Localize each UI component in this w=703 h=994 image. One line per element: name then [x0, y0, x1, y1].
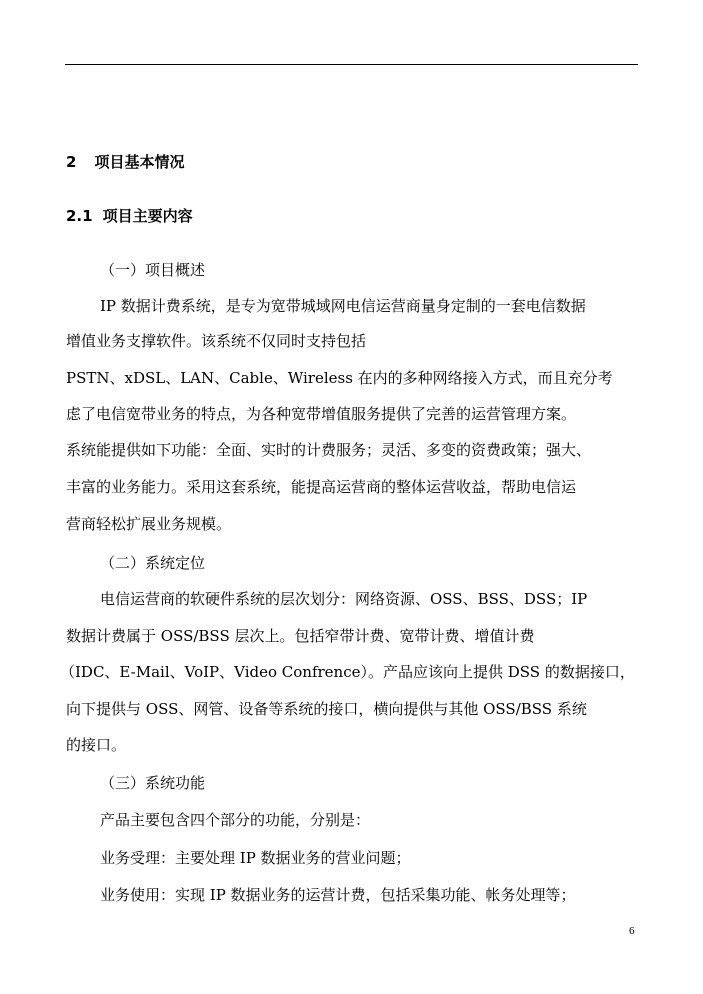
section-title: （三）系统功能: [100, 774, 206, 792]
heading-1-number: 2: [66, 153, 77, 171]
page-number: 6: [629, 925, 635, 937]
paragraph-line: 产品主要包含四个部分的功能，分别是：: [100, 811, 371, 829]
paragraph-line: 丰富的业务能力。采用这套系统，能提高运营商的整体运营收益，帮助电信运: [66, 478, 577, 496]
heading-2-title: 项目主要内容: [102, 207, 193, 225]
paragraph-line: 增值业务支撑软件。该系统不仅同时支持包括: [66, 332, 367, 350]
heading-2: [66, 206, 193, 226]
paragraph-line: 虑了电信宽带业务的特点，为各种宽带增值服务提供了完善的运营管理方案。: [66, 405, 577, 423]
paragraph-line: （IDC、E-Mail、VoIP、Video Confrence）。产品应该向上提供 DSS 的数据接口，: [60, 663, 635, 681]
paragraph-line: PSTN、xDSL、LAN、Cable、Wireless 在内的多种网络接入方式，而且充分考: [66, 369, 613, 387]
section-title: （二）系统定位: [100, 554, 206, 572]
paragraph-line: 电信运营商的软硬件系统的层次划分：网络资源、OSS、BSS、DSS；IP: [100, 590, 588, 608]
paragraph-line: 向下提供与 OSS、网管、设备等系统的接口，横向提供与其他 OSS/BSS 系统: [66, 700, 587, 718]
paragraph-line: 业务使用：实现 IP 数据业务的运营计费，包括采集功能、帐务处理等；: [100, 886, 576, 904]
paragraph-line: 的接口。: [66, 736, 127, 754]
heading-1-title: 项目基本情况: [94, 153, 185, 171]
heading-1: [66, 152, 184, 172]
heading-2-number: 2.1: [66, 207, 93, 225]
header-rule: [65, 64, 638, 65]
paragraph-line: IP 数据计费系统，是专为宽带城域网电信运营商量身定制的一套电信数据: [100, 297, 586, 315]
paragraph-line: 系统能提供如下功能：全面、实时的计费服务；灵活、多变的资费政策；强大、: [66, 441, 592, 459]
section-title: （一）项目概述: [100, 261, 206, 279]
paragraph-line: 营商轻松扩展业务规模。: [66, 515, 232, 533]
paragraph-line: 业务受理：主要处理 IP 数据业务的营业问题；: [100, 849, 411, 867]
paragraph-line: 数据计费属于 OSS/BSS 层次上。包括窄带计费、宽带计费、增值计费: [66, 627, 535, 645]
